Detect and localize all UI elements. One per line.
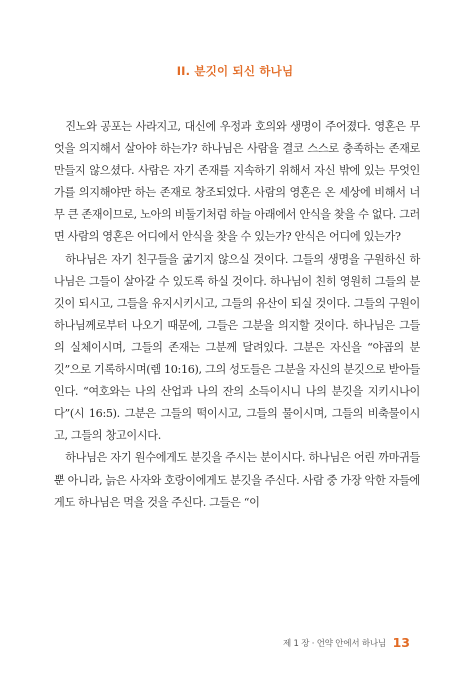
paragraph-3: 하나님은 자기 원수에게도 분깃을 주시는 분이시다. 하나님은 어린 까마귀들뿐 아니라, 늙은 사자와 호랑이에게도 분깃을 주신다. 사람 중 가장 악한 자들에게도 하나님은 먹을 것을 주신다. 그들은 “이 xyxy=(54,451,420,509)
section-title: II. 분깃이 되신 하나님 xyxy=(176,64,294,78)
body-text xyxy=(54,116,420,514)
paragraph-1: 진노와 공포는 사라지고, 대신에 우정과 호의와 생명이 주어졌다. 영혼은 무엇을 의지해서 살아야 하는가? 하나님은 사람을 결코 스스로 충족하는 존재로 만들지 않으셨다. 사람은 자기 존재를 지속하기 위해서 자신 밖에 있는 무엇인가를 의지해야만 하는 존재로 창조되었다. 사람의 영혼은 온 세상에 비해서 너무 큰 존재이므로, 노아의 비둘기처럼 하늘 아래에서 안식을 찾을 수 없다. 그러면 사람의 영혼은 어디에서 안식을 찾을 수 있는가? 안식은 어디에 있는가? xyxy=(54,120,420,244)
page-number: 13 xyxy=(392,635,410,650)
chapter-label: 제 1 장 · 언약 안에서 하나님 xyxy=(283,639,386,649)
paragraph-2: 하나님은 자기 친구들을 굶기지 않으실 것이다. 그들의 생명을 구원하신 하나님은 그들이 살아갈 수 있도록 하실 것이다. 하나님이 친히 영원히 그들의 분깃이 되시고, 그들을 유지시키시고, 그들의 유산이 되실 것이다. 그들의 구원이 하나님께로부터 나오기 때문에, 그들은 그분을 의지할 것이다. 하나님은 그들의 실체이시며, 그들의 존재는 그분께 달려있다. 그분은 자신을 “야곱의 분깃”으로 기록하시며(렘 10:16), 그의 성도들은 그분을 자신의 분깃으로 받아들인다. “여호와는 나의 산업과 나의 잔의 소득이시니 나의 분깃을 지키시나이다”(시 16:5). 그분은 그들의 떡이시고, 그들의 물이시며, 그들의 비축물이시고, 그들의 창고이시다. xyxy=(54,252,420,443)
page-footer xyxy=(283,635,410,650)
